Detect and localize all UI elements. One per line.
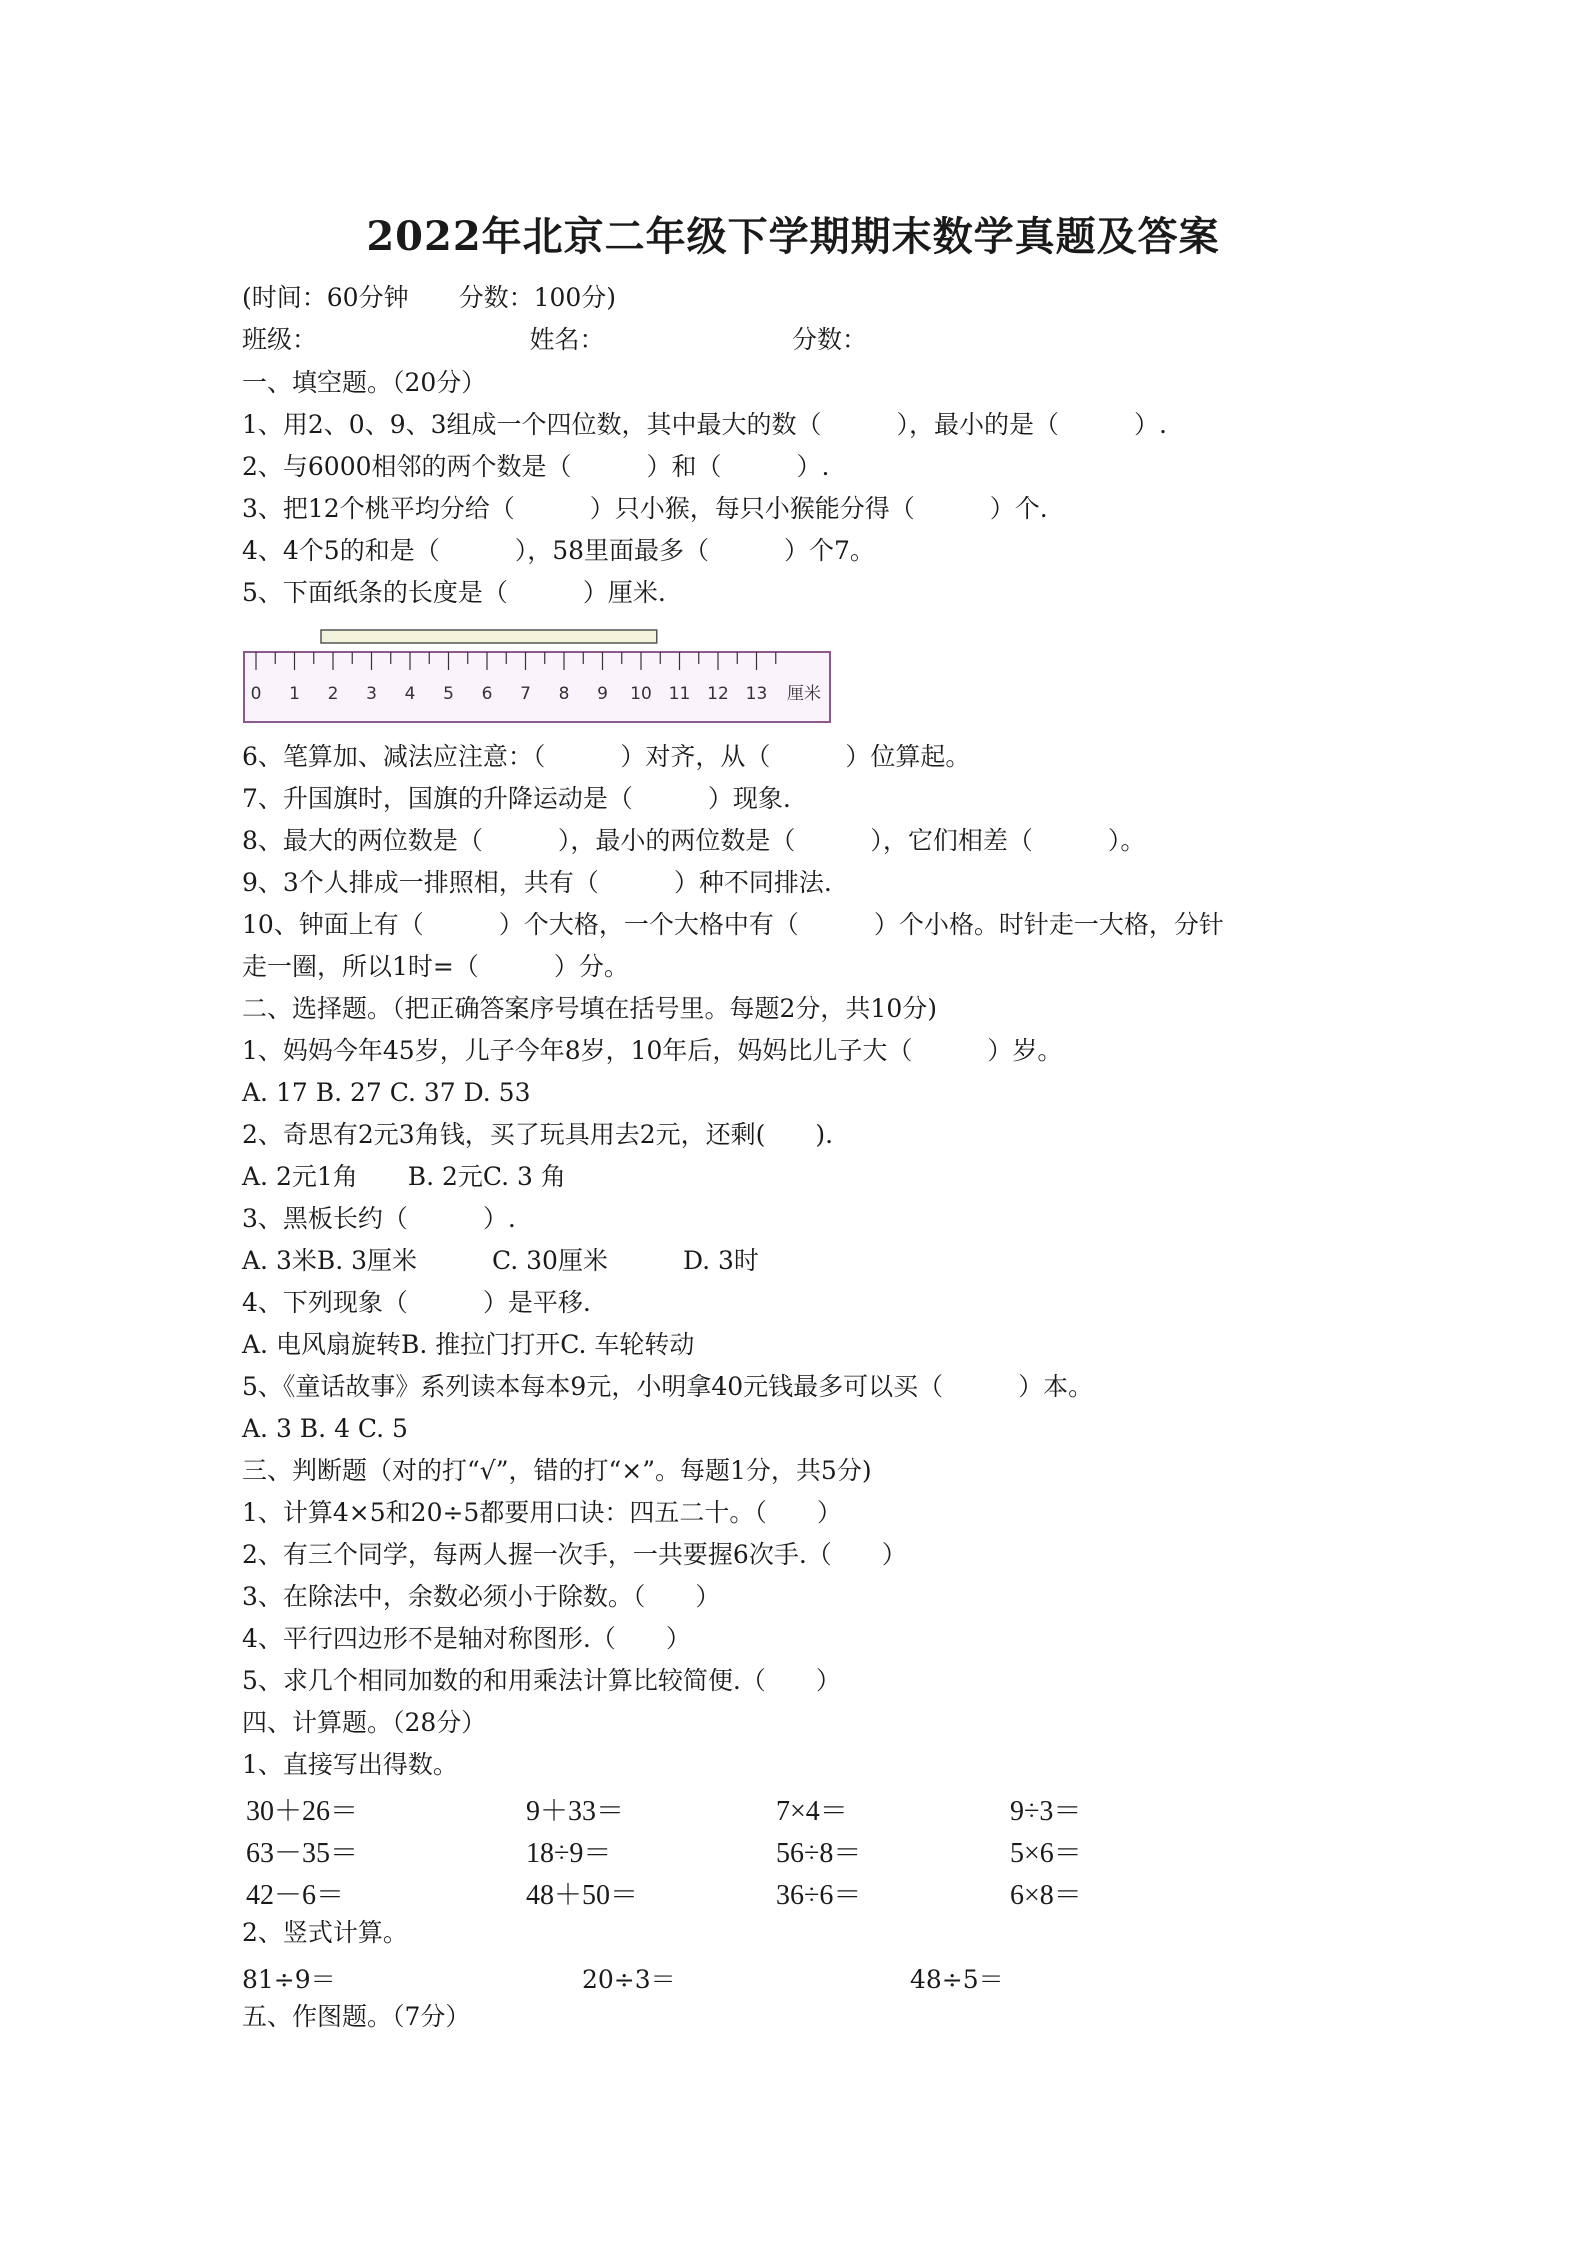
text-line: 4、下列现象（ ）是平移. [242,1288,591,1317]
text-line: 2、与6000相邻的两个数是（ ）和（ ）. [242,452,830,481]
text-line: 班级： 姓名： 分数： [242,325,868,354]
text-line: A. 17 B. 27 C. 37 D. 53 [242,1078,531,1107]
text-line: 四、计算题。（28分） [242,1708,487,1737]
text-line: 1、计算4×5和20÷5都要用口诀：四五二十。（ ） [242,1498,842,1527]
text-line: 1、妈妈今年45岁，儿子今年8岁，10年后，妈妈比儿子大（ ）岁。 [242,1036,1063,1065]
ruler-number: 2 [327,684,339,704]
text-line: 2、竖式计算。 [242,1918,408,1947]
calc-item: 63－35＝ [246,1838,359,1869]
page-title: 2022年北京二年级下学期期末数学真题及答案 [366,213,1220,260]
ruler-unit-label: 厘米 [787,684,821,704]
text-line: 五、作图题。（7分） [242,2002,471,2031]
calc-item: 48＋50＝ [526,1880,639,1911]
text-line: 一、填空题。（20分） [242,368,487,397]
text-line: 5、下面纸条的长度是（ ）厘米. [242,578,666,607]
text-line: A. 3 B. 4 C. 5 [242,1414,408,1443]
ruler-number: 7 [520,684,531,704]
ruler-number: 10 [630,684,652,704]
text-line: 4、平行四边形不是轴对称图形.（ ） [242,1624,691,1653]
ruler-number: 1 [289,684,300,704]
text-line: 1、用2、0、9、3组成一个四位数，其中最大的数（ ），最小的是（ ）. [242,410,1167,439]
ruler-number: 6 [481,684,493,704]
text-line: 3、黑板长约（ ）. [242,1204,516,1233]
text-line: 4、4个5的和是（ ），58里面最多（ ）个7。 [242,536,875,565]
ruler-number: 0 [250,684,262,704]
ruler-number: 11 [668,684,691,704]
text-line: 5、《童话故事》系列读本每本9元，小明拿40元钱最多可以买（ ）本。 [242,1372,1094,1401]
text-line: 2、奇思有2元3角钱，买了玩具用去2元，还剩( ). [242,1120,834,1149]
ruler-figure [242,626,842,726]
calc-item: 36÷6＝ [776,1880,862,1911]
calc-item: 56÷8＝ [776,1838,862,1869]
text-line: A. 3米B. 3厘米 C. 30厘米 D. 3时 [242,1246,759,1275]
text-line: (时间：60分钟 分数：100分) [242,283,617,312]
calc-item: 42－6＝ [246,1880,345,1911]
text-line: 1、直接写出得数。 [242,1750,458,1779]
ruler-number: 3 [366,684,377,704]
ruler-number: 5 [443,684,454,704]
calc-item: 6×8＝ [1010,1880,1082,1911]
text-line: 8、最大的两位数是（ ），最小的两位数是（ ），它们相差（ ）。 [242,826,1146,855]
text-line: 5、求几个相同加数的和用乘法计算比较简便.（ ） [242,1666,841,1695]
calc-item: 9＋33＝ [526,1796,625,1827]
text-line: 3、在除法中，余数必须小于除数。（ ） [242,1582,721,1611]
text-line: 6、笔算加、减法应注意：（ ）对齐，从（ ）位算起。 [242,742,971,771]
text-line: 10、钟面上有（ ）个大格，一个大格中有（ ）个小格。时针走一大格，分针 [242,910,1224,939]
calc-item: 9÷3＝ [1010,1796,1082,1827]
vertical-calc-item: 48÷5＝ [910,1965,1004,1994]
vertical-calc-item: 81÷9＝ [242,1965,336,1994]
text-line: 二、选择题。（把正确答案序号填在括号里。每题2分，共10分) [242,994,937,1023]
ruler-number: 4 [404,684,416,704]
text-line: 9、3个人排成一排照相，共有（ ）种不同排法. [242,868,832,897]
text-line: 7、升国旗时，国旗的升降运动是（ ）现象. [242,784,791,813]
ruler-number: 9 [597,684,608,704]
text-line: 2、有三个同学，每两人握一次手，一共要握6次手.（ ） [242,1540,907,1569]
text-line: 3、把12个桃平均分给（ ）只小猴，每只小猴能分得（ ）个. [242,494,1048,523]
calc-item: 30＋26＝ [246,1796,359,1827]
calc-item: 18÷9＝ [526,1838,612,1869]
text-line: A. 2元1角 B. 2元C. 3 角 [242,1162,566,1191]
text-line: A. 电风扇旋转B. 推拉门打开C. 车轮转动 [242,1330,695,1359]
ruler-number: 13 [745,684,768,704]
text-line: 三、判断题（对的打“√”，错的打“×”。每题1分，共5分) [242,1456,872,1485]
vertical-calc-item: 20÷3＝ [582,1965,676,1994]
text-line: 走一圈，所以1时=（ ）分。 [242,952,629,981]
calc-item: 5×6＝ [1010,1838,1082,1869]
paper-strip [321,630,657,643]
ruler-number: 12 [707,684,729,704]
ruler-number: 8 [558,684,570,704]
calc-item: 7×4＝ [776,1796,848,1827]
